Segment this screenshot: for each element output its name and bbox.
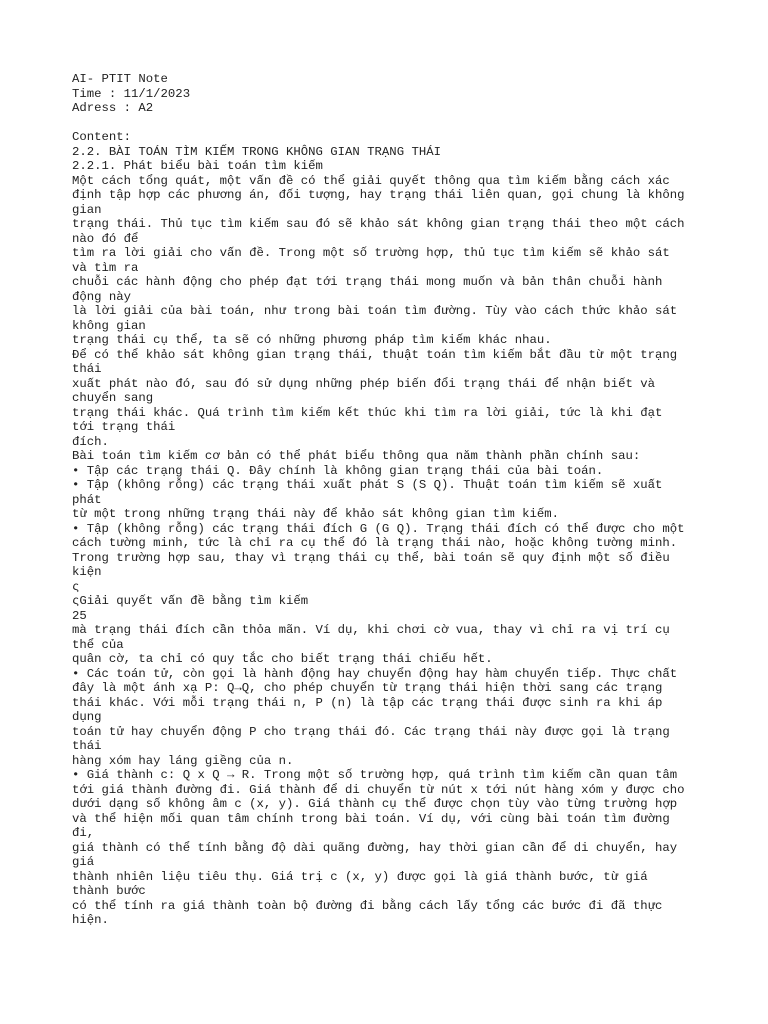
text-line: gian	[72, 202, 102, 217]
text-line: có thể tính ra giá thành toàn bộ đường đi bằng cách lấy tổng các bước đi đã thực	[72, 898, 663, 913]
text-line: 25	[72, 608, 87, 623]
text-line: phát	[72, 492, 102, 507]
text-line: từ một trong những trạng thái này để khảo sát không gian tìm kiếm.	[72, 507, 560, 521]
text-line: tìm ra lời giải cho vấn đề. Trong một số trường hợp, thủ tục tìm kiếm sẽ khảo sát	[72, 246, 670, 260]
text-line: thái khác. Với mỗi trạng thái n, P (n) là tập các trạng thái được sinh ra khi áp	[72, 695, 663, 710]
text-line: xuất phát nào đó, sau đó sử dụng những phép biến đổi trạng thái để nhận biết và	[72, 376, 655, 391]
text-line: dưới dạng số không âm c (x, y). Giá thành cụ thể được chọn tùy vào từng trường hợp	[72, 797, 678, 811]
text-line: đích.	[72, 434, 109, 449]
text-line: đây là một ánh xạ P: Q→Q, cho phép chuyển từ trạng thái hiện thời sang các trạng	[72, 681, 663, 695]
text-line: • Tập (không rỗng) các trạng thái xuất phát S (S Q). Thuật toán tìm kiếm sẽ xuất	[72, 478, 663, 492]
text-line: trạng thái cụ thể, ta sẽ có những phương pháp tìm kiếm khác nhau.	[72, 333, 552, 347]
text-line: • Tập (không rỗng) các trạng thái đích G (G Q). Trạng thái đích có thể được cho một	[72, 521, 685, 536]
text-line: không gian	[72, 318, 146, 333]
text-line: 2.2.1. Phát biểu bài toán tìm kiếm	[72, 159, 323, 173]
text-line: hiện.	[72, 913, 109, 927]
text-line: • Giá thành c: Q x Q → R. Trong một số trường hợp, quá trình tìm kiếm cần quan tâm	[72, 768, 678, 782]
text-line: ςGiải quyết vấn đề bằng tìm kiếm	[72, 594, 309, 608]
document-body	[72, 72, 712, 928]
text-line: tới giá thành đường đi. Giá thành để di chuyển từ nút x tới nút hàng xóm y được cho	[72, 782, 685, 797]
text-line: Content:	[72, 130, 132, 144]
text-line: thái	[72, 739, 102, 753]
text-line: quân cờ, ta chỉ có quy tắc cho biết trạng thái chiếu hết.	[72, 652, 493, 666]
text-line: Để có thể khảo sát không gian trạng thái, thuật toán tìm kiếm bắt đầu từ một trạng	[72, 347, 678, 362]
text-line: trạng thái. Thủ tục tìm kiếm sau đó sẽ khảo sát không gian trạng thái theo một cách	[72, 217, 685, 231]
text-line: giá thành có thể tính bằng độ dài quãng đường, hay thời gian cần để di chuyển, hay	[72, 840, 678, 855]
text-line: chuyển sang	[72, 391, 154, 405]
text-line: Một cách tổng quát, một vấn đề có thể giải quyết thông qua tìm kiếm bằng cách xác	[72, 173, 670, 188]
text-line: Trong trường hợp sau, thay vì trạng thái cụ thể, bài toán sẽ quy định một số điều	[72, 550, 670, 565]
text-line: thể của	[72, 637, 124, 652]
text-line: • Các toán tử, còn gọi là hành động hay chuyển động hay hàm chuyển tiếp. Thực chất	[72, 666, 678, 681]
text-line: thành bước	[72, 884, 146, 898]
text-line: • Tập các trạng thái Q. Đây chính là không gian trạng thái của bài toán.	[72, 463, 604, 478]
text-line: Time : 11/1/2023	[72, 86, 191, 101]
text-line: kiện	[72, 565, 102, 579]
text-line: và thể hiện mối quan tâm chính trong bài toán. Ví dụ, với cùng bài toán tìm đường	[72, 811, 670, 826]
text-line: nào đó để	[72, 231, 139, 246]
text-line: ς	[72, 579, 80, 594]
text-line: động này	[72, 289, 132, 304]
text-line: dụng	[72, 710, 102, 724]
text-line: 2.2. BÀI TOÁN TÌM KIẾM TRONG KHÔNG GIAN TRẠNG THÁI	[72, 144, 441, 159]
text-line: là lời giải của bài toán, như trong bài toán tìm đường. Tùy vào cách thức khảo sát	[72, 304, 678, 318]
text-line: hàng xóm hay láng giềng của n.	[72, 753, 294, 768]
text-line: đi,	[72, 826, 95, 840]
text-line: định tập hợp các phương án, đối tượng, hay trạng thái liên quan, gọi chung là không	[72, 188, 685, 202]
text-line: thái	[72, 362, 102, 376]
text-line: Adress : A2	[72, 101, 154, 115]
text-line: chuỗi các hành động cho phép đạt tới trạng thái mong muốn và bản thân chuỗi hành	[72, 275, 663, 289]
text-line: AI- PTIT Note	[72, 72, 168, 86]
text-line: mà trạng thái đích cần thỏa mãn. Ví dụ, khi chơi cờ vua, thay vì chỉ ra vị trí cụ	[72, 623, 670, 637]
text-line: Bài toán tìm kiếm cơ bản có thể phát biểu thông qua năm thành phần chính sau:	[72, 449, 641, 463]
text-line: toán tử hay chuyển động P cho trạng thái đó. Các trạng thái này được gọi là trạng	[72, 724, 670, 739]
text-line: giá	[72, 855, 95, 869]
text-line: cách tường minh, tức là chỉ ra cụ thể đó là trạng thái nào, hoặc không tường minh.	[72, 536, 678, 550]
text-line: trạng thái khác. Quá trình tìm kiếm kết thúc khi tìm ra lời giải, tức là khi đạt	[72, 405, 663, 420]
text-line: thành nhiên liệu tiêu thụ. Giá trị c (x, y) được gọi là giá thành bước, từ giá	[72, 869, 648, 884]
text-line: và tìm ra	[72, 260, 139, 275]
text-line	[72, 116, 712, 131]
text-line: tới trạng thái	[72, 420, 176, 434]
